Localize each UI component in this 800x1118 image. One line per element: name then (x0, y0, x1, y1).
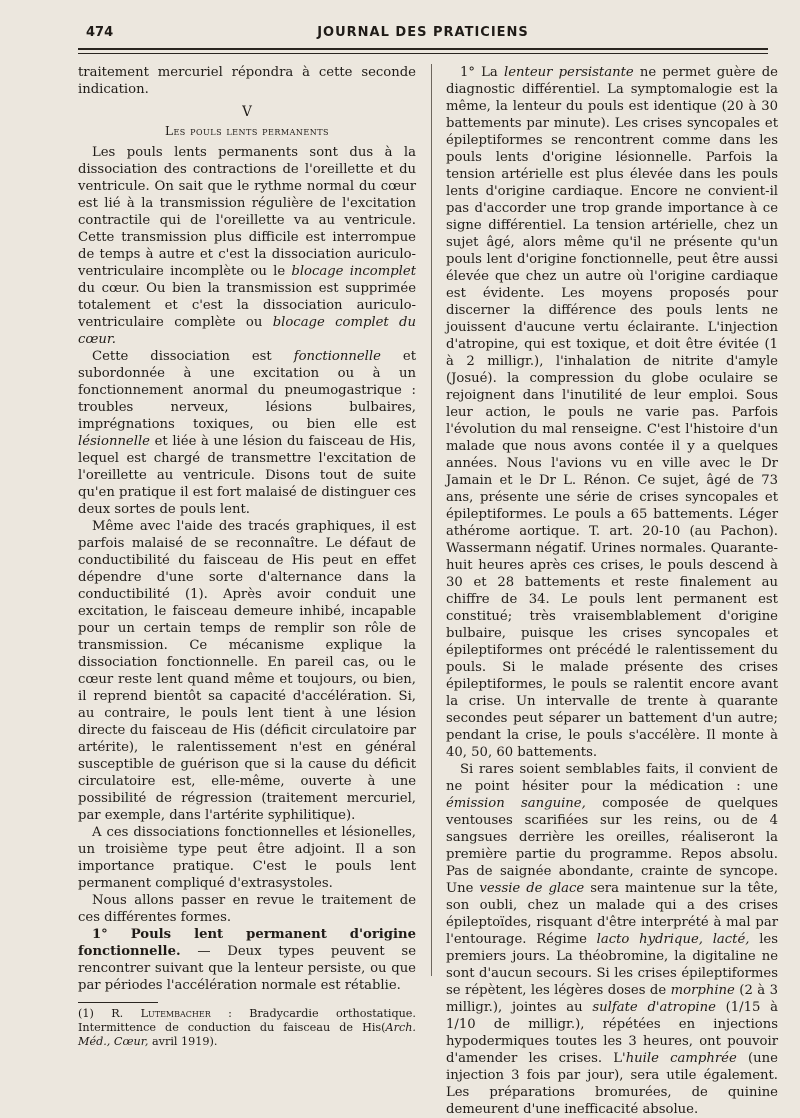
continuation-paragraph: traitement mercuriel répondra à cette seconde indication. (78, 65, 416, 97)
paragraph: Nous allons passer en revue le traitement de ces différentes formes. (78, 893, 416, 925)
journal-title: JOURNAL DES PRATICIENS (317, 25, 529, 40)
paragraph: A ces dissociations fonctionnelles et lésionelles, un troisième type peut être adjoint. Il a son importance pratique. C'est le pouls lent permanent compliqué d'extrasystoles. (78, 825, 416, 891)
section-number: V (242, 104, 252, 120)
subsection-heading: 1° Pouls lent permanent d'origine fonctionnelle. (78, 927, 416, 959)
paragraph: Cette dissociation est fonctionnelle et subordonnée à une excitation ou à un fonctionnement anormal du pneumogastrique : troubles nerveux, lésions bulbaires, imprégnations toxiques, ou bien elle est lésionnelle et liée à une lésion du faisceau de His, lequel est chargé de transmettre l'excitation de l'oreillette au ventricule. Disons tout de suite qu'en pratique il est fort malaisé de distinguer ces deux sortes de pouls lent. (78, 349, 417, 517)
column-divider (431, 64, 432, 976)
paragraph: Même avec l'aide des tracés graphiques, il est parfois malaisé de se reconnaître. Le défaut de conductibilité du faisceau de His peut en effet dépendre d'une sorte d'alternance dans la conductibilité (1). Après avoir conduit une excitation, le faisceau demeure inhibé, incapable pour un certain temps de remplir son rôle de transmission. Ce mécanisme explique la dissociation fonctionnelle. En pareil cas, ou le cœur reste lent quand même et toujours, ou bien, il reprend bientôt sa capacité d'accélération. Si, au contraire, le pouls lent tient à une lésion directe du faisceau de His (déficit circulatoire par artérite), le ralentissement n'est en général susceptible de guérison que si la cause du déficit circulatoire est, elle-même, ouverte à une possibilité de régression (traitement mercuriel, par exemple, dans l'artérite syphilitique). (78, 519, 416, 823)
paragraph: Si rares soient semblables faits, il convient de ne point hésiter pour la médication : une émission sanguine, composée de quelques ventouses scarifiées sur les reins, ou de 4 sangsues derrière les oreilles, réaliseront la première partie du programme. Repos absolu. Pas de saignée abondante, crainte de syncope. Une vessie de glace sera maintenue sur la tête, son oubli, chez un malade qui a des crises épileptoïdes, risquant d'être interprété à mal par l'entourage. Régime lacto hydrique, lacté, les premiers jours. La théobromine, la digitaline ne sont d'aucun secours. Si les crises épileptiformes se répètent, les légères doses de morphine (2 à 3 milligr.), jointes au sulfate d'atropine (1/15 à 1/10 de milligr.), répétées en injections hypodermiques toutes les 3 heures, ont pouvoir d'amender les crises. L'huile camphrée (une injection 3 fois par jour), sera utile également. Les préparations bromurées, de quinine demeurent d'une inefficacité absolue. (446, 762, 779, 1117)
paragraph: 1° La lenteur persistante ne permet guère de diagnostic différentiel. La symptomalogie est la même, la lenteur du pouls est identique (20 à 30 battements par minute). Les crises syncopales et épileptiformes se rencontrent comme dans les pouls lents d'origine lésionnelle. Parfois la tension artérielle est plus élevée dans les pouls lents d'origine cardiaque. Encore ne convient-il pas d'accorder une trop grande importance à ce signe différentiel. La tension artérielle, chez un sujet âgé, alors même qu'il ne présente qu'un pouls lent d'origine fonctionnelle, peut être aussi élevée que chez un autre où l'origine cardiaque est évidente. Les moyens proposés pour discerner la différence des pouls lents ne jouissent d'aucune vertu éclairante. L'injection d'atropine, qui est toxique, et doit être évitée (1 à 2 milligr.), l'inhalation de nitrite d'amyle (Josué). la compression du globe oculaire se rejoignent dans l'inutilité de leur emploi. Sous leur action, le pouls ne varie pas. Parfois l'évolution du mal renseigne. C'est l'histoire d'un malade que nous avons contée il y a quelques années. Nous l'avions vu en ville avec le Dr Jamain et le Dr L. Rénon. Ce sujet, âgé de 73 ans, présente une série de crises syncopales et épileptiformes. Le pouls a 65 battements. Léger athérome aortique. T. art. 20-10 (au Pachon). Wassermann négatif. Urines normales. Quarante-huit heures après ces crises, le pouls descend à 30 et 28 battements et reste finalement au chiffre de 34. Le pouls lent permanent est constitué; très vraisemblablement d'origine bulbaire, puisque les crises syncopales et épileptiformes ont précédé le ralentissement du pouls. Si le malade présente des crises épileptiformes, le pouls se ralentit encore avant la crise. Un intervalle de trente à quarante secondes peut séparer un battement d'un autre; pendant la crise, le pouls s'accélère. Il monte à 40, 50, 60 battements. (446, 65, 778, 760)
section-title: Les pouls lents permanents (164, 124, 330, 138)
page-header (78, 20, 768, 46)
page-number: 474 (86, 25, 114, 40)
paragraph: Les pouls lents permanents sont dus à la dissociation des contractions de l'oreillette et du ventricule. On sait que le rythme normal du cœur est lié à la transmission régulière de l'excitation contractile qui de l'oreillette va au ventricule. Cette transmission plus difficile est interrompue de temps à autre et c'est la dissociation auriculo-ventriculaire incomplète ou le blocage incomplet du cœur. Ou bien la transmission est supprimée totalement et c'est la dissociation auriculo-ventriculaire complète ou blocage complet du cœur. (78, 145, 417, 347)
right-column (446, 64, 778, 1118)
subsection-paragraph: 1° Pouls lent permanent d'origine fonctionnelle. — Deux types peuvent se rencontrer suivant que la lenteur persiste, ou que par périodes l'accélération normale est rétablie. (78, 927, 416, 993)
footnote: (1) R. Lutembacher : Bradycardie orthostatique. Intermittence de conduction du faisceau de His(Arch. Méd., Cœur, avril 1919). (78, 1007, 416, 1048)
footnote-rule (78, 1002, 158, 1003)
left-column (78, 64, 416, 1049)
header-rule (78, 48, 768, 54)
